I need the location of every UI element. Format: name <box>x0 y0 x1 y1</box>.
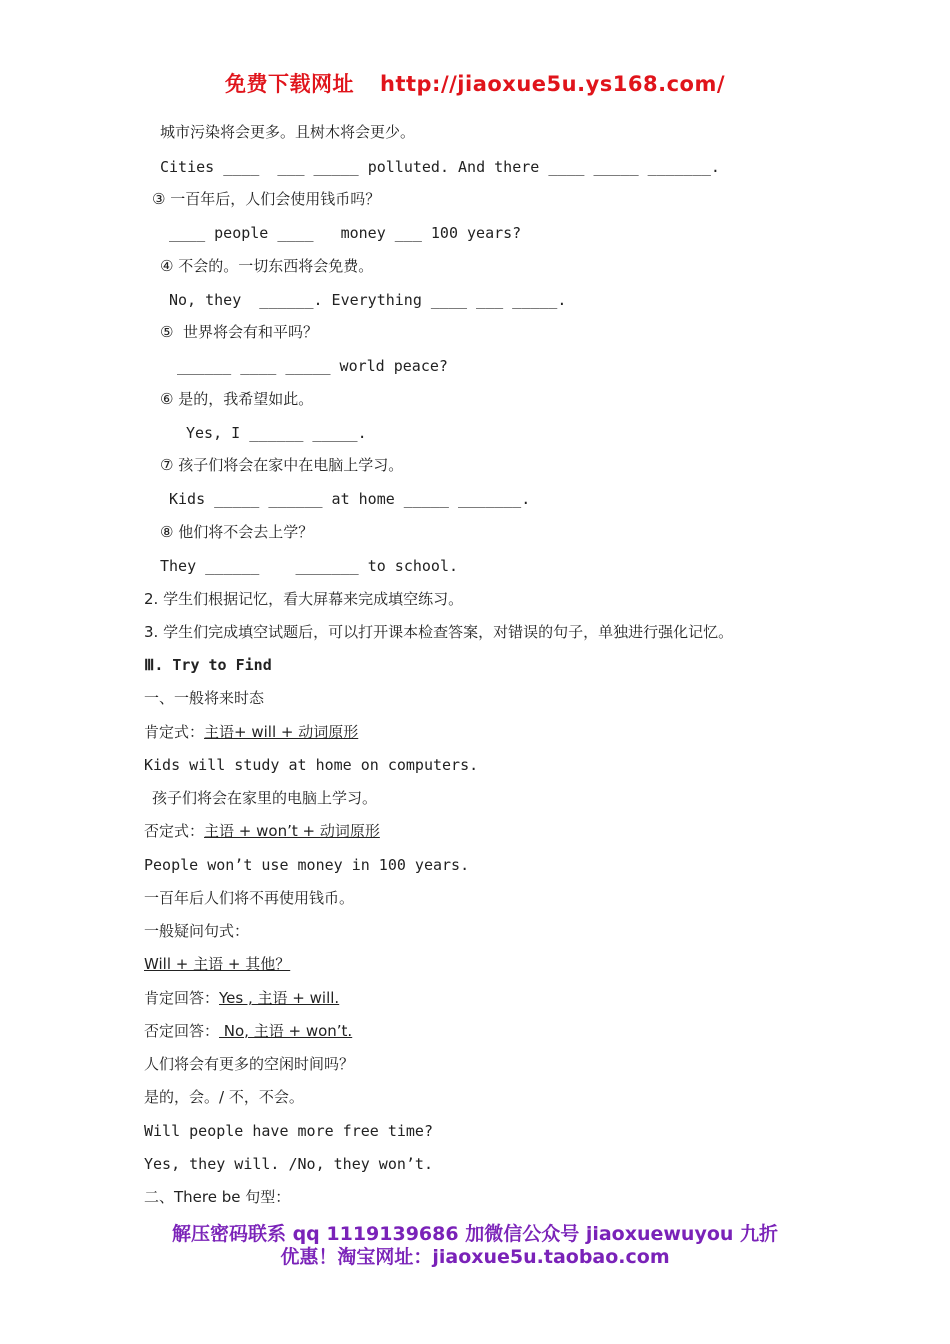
header-url[interactable]: http://jiaoxue5u.ys168.com/ <box>380 72 725 96</box>
line-affirmative <box>144 722 358 742</box>
line-7: ⑤ 世界将会有和平吗？ <box>160 323 318 341</box>
line-16: 3. 学生们完成填空试题后，可以打开课本检查答案，对错误的句子，单独进行强化记忆。 <box>144 623 734 641</box>
line-1: 城市污染将会更多。且树木将会更少。 <box>160 123 416 141</box>
line-5: ④ 不会的。一切东西将会免费。 <box>160 257 374 275</box>
line-25: 一般疑问句式： <box>144 922 250 940</box>
footer-line-2: 优惠！淘宝网址：jiaoxue5u.taobao.com <box>280 1246 670 1268</box>
positive-answer-formula: Yes , 主语 + will. <box>219 989 340 1007</box>
header-label: 免费下载网址 <box>225 72 354 96</box>
section-heading-there-be: 二、There be 句型： <box>144 1188 291 1206</box>
question-formula: Will + 主语 + 其他？ <box>144 955 291 973</box>
affirmative-formula: 主语+ will + 动词原形 <box>204 723 359 741</box>
line-31: Will people have more free time? <box>144 1122 433 1140</box>
line-negative <box>144 821 380 841</box>
line-6: No, they ______. Everything ____ ___ _____. <box>169 291 567 309</box>
page-header <box>0 68 950 98</box>
line-10: Yes, I ______ _____. <box>186 424 367 442</box>
affirmative-label: 肯定式： <box>144 723 205 741</box>
line-negative-answer <box>144 1021 352 1041</box>
positive-answer-label: 肯定回答： <box>144 989 220 1007</box>
line-21: 孩子们将会在家里的电脑上学习。 <box>152 789 378 807</box>
line-8: ______ ____ _____ world peace? <box>177 357 448 375</box>
footer-line-1: 解压密码联系 qq 1119139686 加微信公众号 jiaoxuewuyou 九折 <box>171 1223 779 1245</box>
line-23: People won’t use money in 100 years. <box>144 856 470 874</box>
line-13: ⑧ 他们将不会去上学？ <box>160 523 314 541</box>
line-4: ____ people ____ money ___ 100 years? <box>169 224 522 242</box>
line-24: 一百年后人们将不再使用钱币。 <box>144 889 355 907</box>
negative-formula: 主语 + won’t + 动词原形 <box>204 822 380 840</box>
section-heading-future-tense: 一、一般将来时态 <box>144 689 265 707</box>
line-20: Kids will study at home on computers. <box>144 756 479 774</box>
negative-answer-label: 否定回答： <box>144 1022 220 1040</box>
line-15: 2. 学生们根据记忆，看大屏幕来完成填空练习。 <box>144 590 464 608</box>
line-12: Kids _____ ______ at home _____ _______. <box>169 490 531 508</box>
line-9: ⑥ 是的，我希望如此。 <box>160 390 314 408</box>
line-11: ⑦ 孩子们将会在家中在电脑上学习。 <box>160 456 404 474</box>
section-heading-try-to-find: Ⅲ. Try to Find <box>144 656 272 674</box>
negative-label: 否定式： <box>144 822 205 840</box>
line-2: Cities ____ ___ _____ polluted. And there ____ _____ _______. <box>160 158 720 176</box>
line-30: 是的，会。/ 不，不会。 <box>144 1088 304 1106</box>
line-32: Yes, they will. /No, they won’t. <box>144 1155 433 1173</box>
line-positive-answer <box>144 988 339 1008</box>
negative-answer-formula: No, 主语 + won’t. <box>219 1022 353 1040</box>
line-29: 人们将会有更多的空闲时间吗？ <box>144 1055 355 1073</box>
line-14: They ______ _______ to school. <box>160 557 459 575</box>
line-3: ③ 一百年后，人们会使用钱币吗？ <box>152 190 381 208</box>
